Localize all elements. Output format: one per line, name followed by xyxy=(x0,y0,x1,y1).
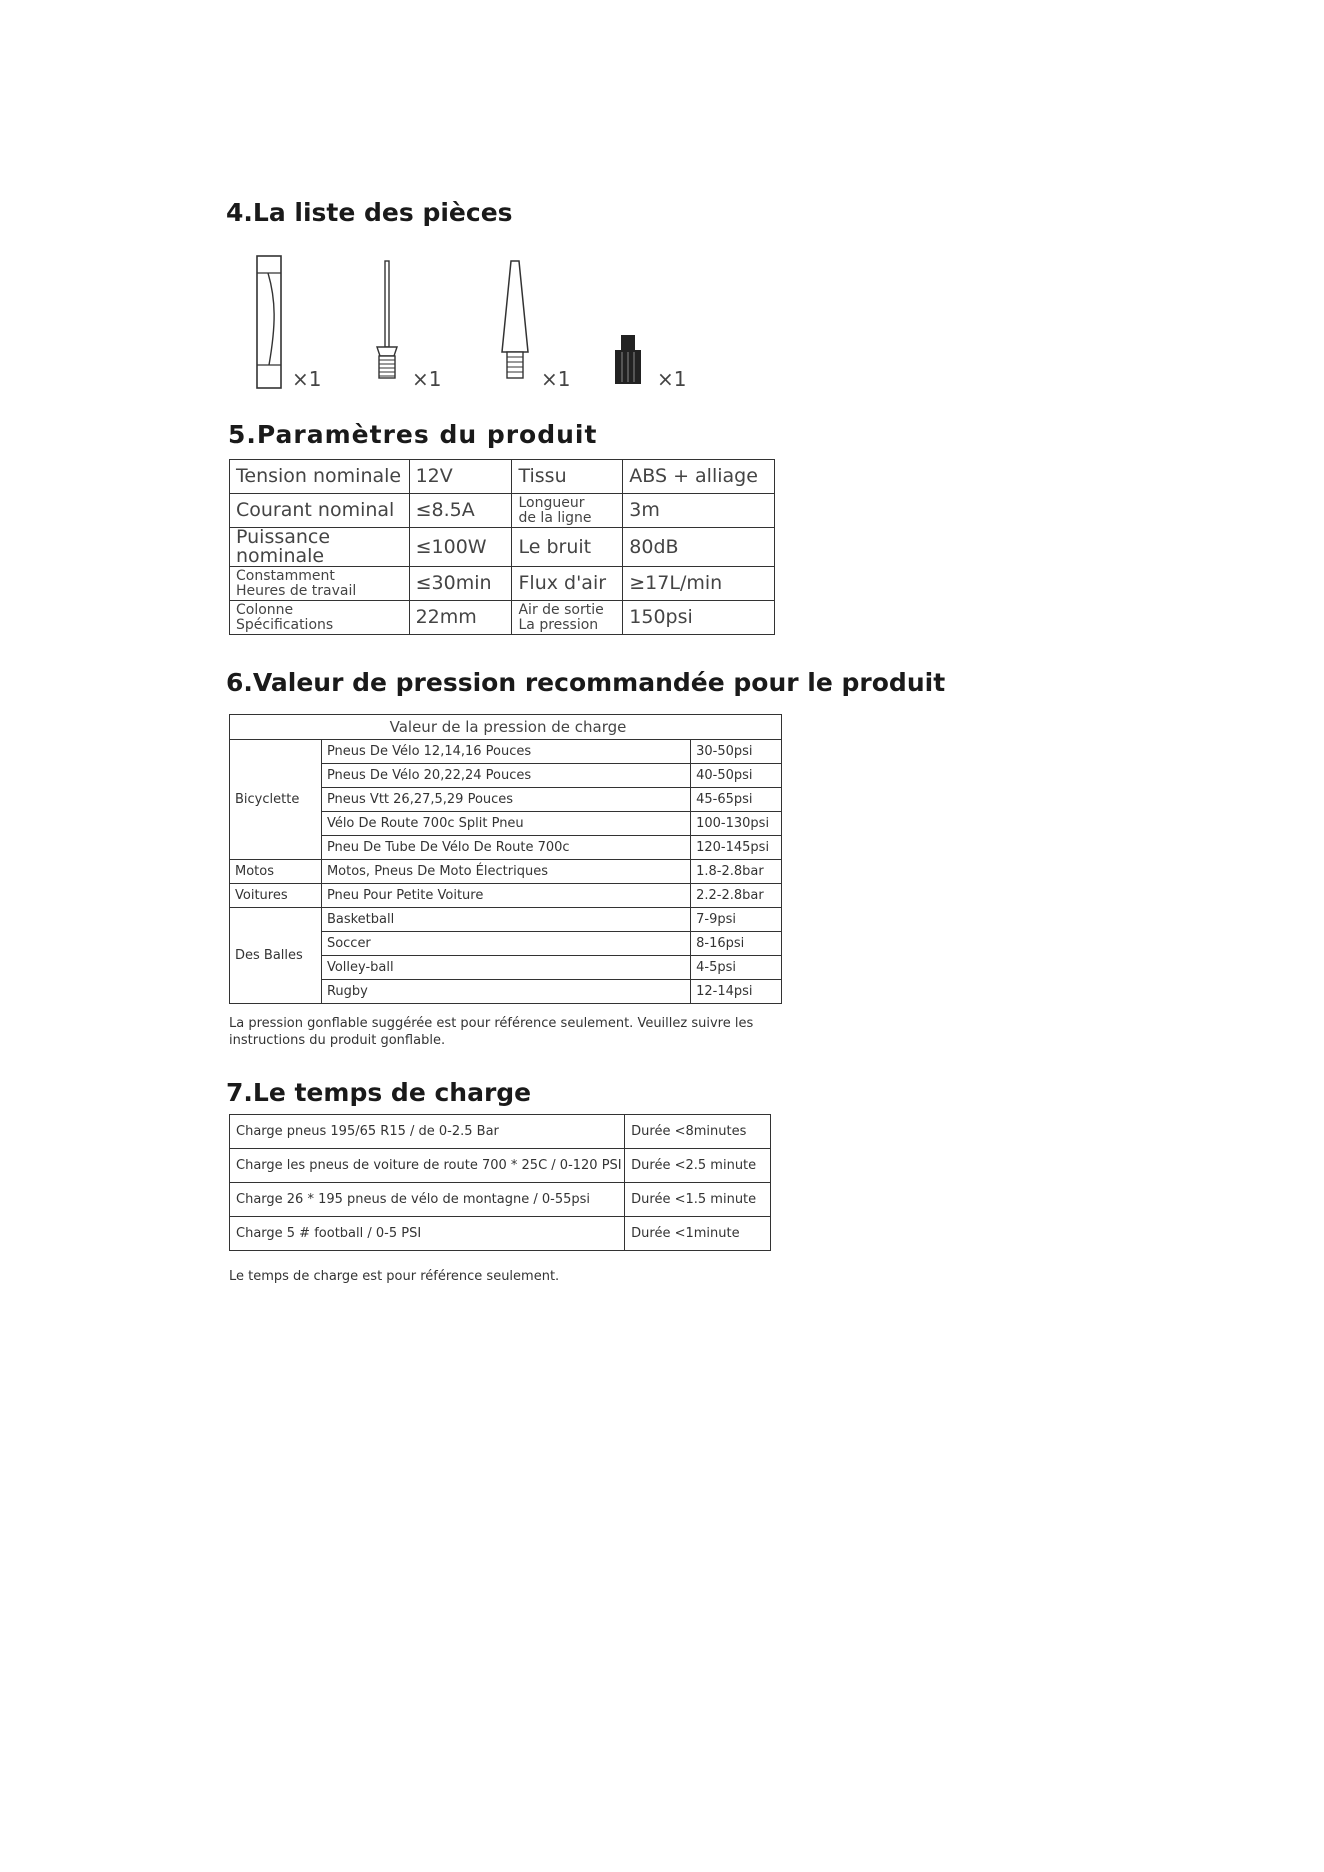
charge-item: Charge 5 # football / 0-5 PSI xyxy=(230,1217,625,1251)
valve-adapter-icon xyxy=(613,334,643,390)
item-label: Pneu De Tube De Vélo De Route 700c xyxy=(321,836,690,860)
item-value: 1.8-2.8bar xyxy=(691,860,782,884)
params-table xyxy=(229,459,775,635)
group-label: Des Balles xyxy=(230,908,322,1004)
cone-nozzle-quantity: ×1 xyxy=(541,367,571,391)
group-label: Voitures xyxy=(230,884,322,908)
item-label: Motos, Pneus De Moto Électriques xyxy=(321,860,690,884)
param-label-line: La pression xyxy=(518,616,599,633)
param-value: 12V xyxy=(409,460,512,494)
table-row xyxy=(230,601,775,635)
param-label: Courant nominal xyxy=(230,494,410,528)
param-label-line: Spécifications xyxy=(236,616,334,633)
item-value: 30-50psi xyxy=(691,740,782,764)
charge-time-table xyxy=(229,1114,771,1251)
hose-icon xyxy=(256,255,282,393)
param-label: Tissu xyxy=(512,460,623,494)
table-row xyxy=(230,567,775,601)
table-row xyxy=(230,908,782,932)
param-label: Le bruit xyxy=(512,528,623,567)
param-value: 80dB xyxy=(623,528,775,567)
item-value: 8-16psi xyxy=(691,932,782,956)
param-value: 3m xyxy=(623,494,775,528)
table-row xyxy=(230,1149,771,1183)
pressure-table xyxy=(229,714,782,1004)
group-label: Bicyclette xyxy=(230,740,322,860)
item-label: Pneus De Vélo 20,22,24 Pouces xyxy=(321,764,690,788)
item-value: 40-50psi xyxy=(691,764,782,788)
charge-item: Charge les pneus de voiture de route 700 * 25C / 0-120 PSI xyxy=(230,1149,625,1183)
param-label-line: de la ligne xyxy=(518,509,592,526)
pressure-table-header: Valeur de la pression de charge xyxy=(230,715,782,740)
table-row xyxy=(230,740,782,764)
item-label: Soccer xyxy=(321,932,690,956)
param-value: ≤8.5A xyxy=(409,494,512,528)
charge-duration: Durée <1minute xyxy=(625,1217,771,1251)
item-label: Vélo De Route 700c Split Pneu xyxy=(321,812,690,836)
param-label-line: Longueur xyxy=(518,494,585,511)
param-value: ≤30min xyxy=(409,567,512,601)
charge-item: Charge pneus 195/65 R15 / de 0-2.5 Bar xyxy=(230,1115,625,1149)
param-value: ≤100W xyxy=(409,528,512,567)
param-value: 150psi xyxy=(623,601,775,635)
param-label xyxy=(512,601,623,635)
table-row xyxy=(230,1115,771,1149)
param-label: Puissance nominale xyxy=(230,528,410,567)
table-row xyxy=(230,494,775,528)
param-label xyxy=(230,567,410,601)
param-label: Flux d'air xyxy=(512,567,623,601)
table-row xyxy=(230,460,775,494)
table-row xyxy=(230,860,782,884)
charge-time-note: Le temps de charge est pour référence seulement. xyxy=(229,1269,560,1284)
param-label-line: Constamment xyxy=(236,567,335,584)
table-row xyxy=(230,1183,771,1217)
charge-duration: Durée <8minutes xyxy=(625,1115,771,1149)
valve-adapter-quantity: ×1 xyxy=(657,367,687,391)
item-label: Pneus Vtt 26,27,5,29 Pouces xyxy=(321,788,690,812)
item-value: 12-14psi xyxy=(691,980,782,1004)
item-value: 45-65psi xyxy=(691,788,782,812)
param-label-line: Heures de travail xyxy=(236,582,357,599)
charge-item: Charge 26 * 195 pneus de vélo de montagne / 0-55psi xyxy=(230,1183,625,1217)
item-value: 100-130psi xyxy=(691,812,782,836)
pressure-section-title: 6.Valeur de pression recommandée pour le produit xyxy=(226,668,946,697)
param-label xyxy=(230,601,410,635)
param-value: 22mm xyxy=(409,601,512,635)
group-label: Motos xyxy=(230,860,322,884)
param-label xyxy=(512,494,623,528)
charge-duration: Durée <1.5 minute xyxy=(625,1183,771,1217)
charge-time-section-title: 7.Le temps de charge xyxy=(226,1078,532,1107)
item-value: 120-145psi xyxy=(691,836,782,860)
item-label: Pneu Pour Petite Voiture xyxy=(321,884,690,908)
params-section-title: 5.Paramètres du produit xyxy=(228,420,598,449)
param-value: ≥17L/min xyxy=(623,567,775,601)
param-label-line: Colonne xyxy=(236,601,294,618)
parts-section-title: 4.La liste des pièces xyxy=(226,198,513,227)
needle-icon xyxy=(374,260,400,388)
hose-quantity: ×1 xyxy=(292,367,322,391)
item-value: 4-5psi xyxy=(691,956,782,980)
item-value: 7-9psi xyxy=(691,908,782,932)
param-value: ABS + alliage xyxy=(623,460,775,494)
pressure-note: La pression gonflable suggérée est pour référence seulement. Veuillez suivre les instructions du produit gonflable. xyxy=(229,1016,754,1048)
item-label: Rugby xyxy=(321,980,690,1004)
charge-duration: Durée <2.5 minute xyxy=(625,1149,771,1183)
item-label: Pneus De Vélo 12,14,16 Pouces xyxy=(321,740,690,764)
param-label-line: Air de sortie xyxy=(518,601,604,618)
item-value: 2.2-2.8bar xyxy=(691,884,782,908)
table-row xyxy=(230,884,782,908)
table-row xyxy=(230,528,775,567)
item-label: Basketball xyxy=(321,908,690,932)
param-label: Tension nominale xyxy=(230,460,410,494)
needle-quantity: ×1 xyxy=(412,367,442,391)
cone-nozzle-icon xyxy=(500,260,530,388)
table-row xyxy=(230,1217,771,1251)
item-label: Volley-ball xyxy=(321,956,690,980)
table-row xyxy=(230,715,782,740)
